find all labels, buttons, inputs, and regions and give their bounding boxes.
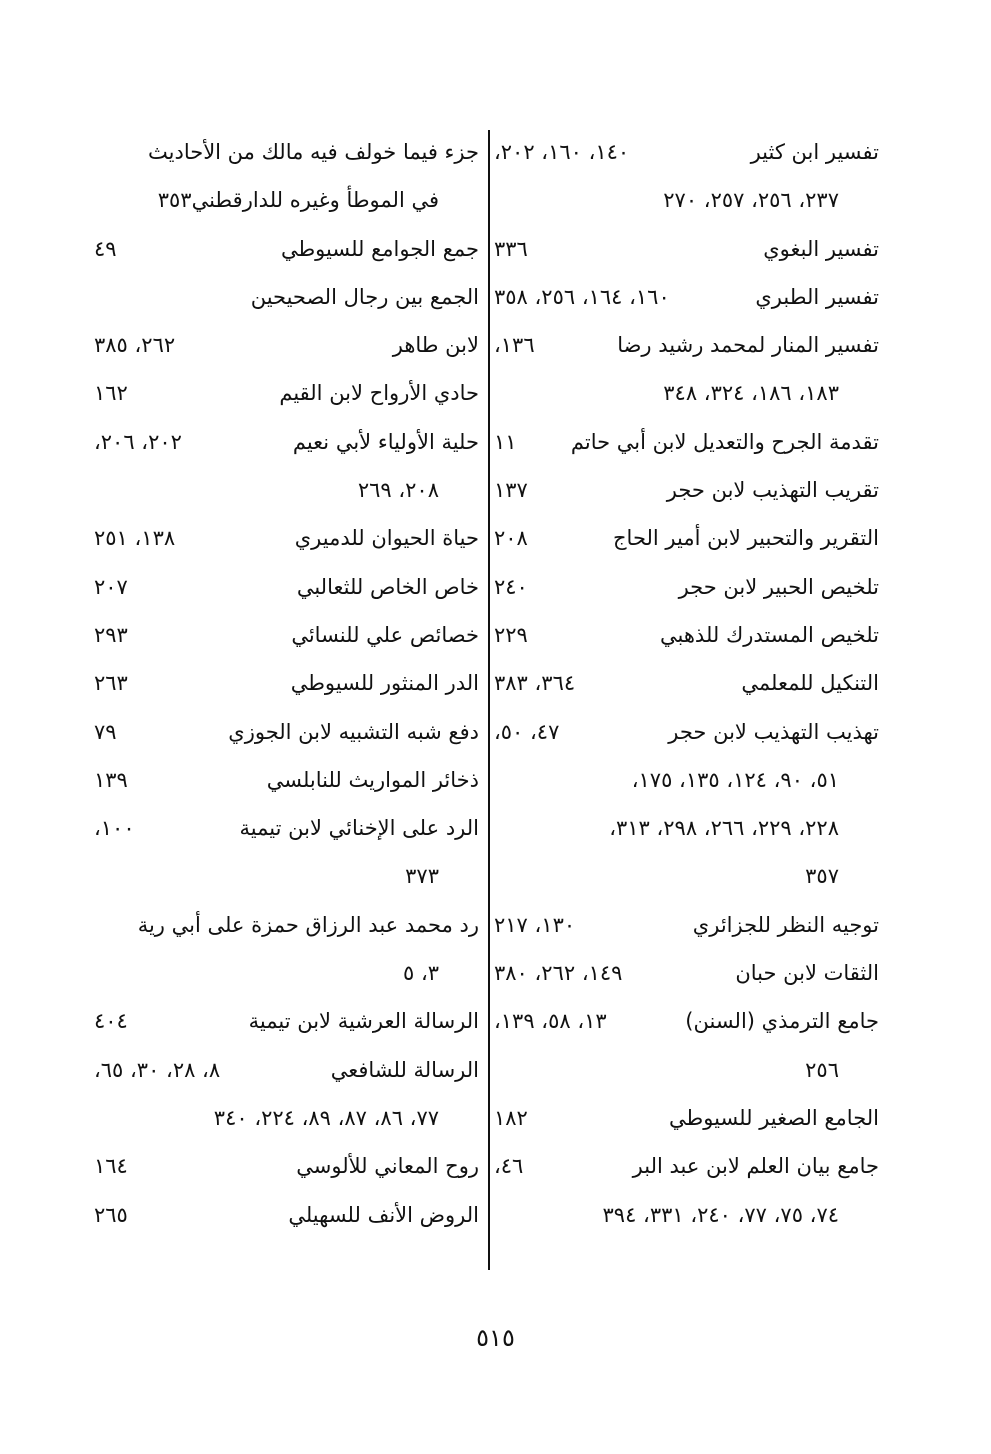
entry-pages: ٢٢٩: [494, 622, 528, 647]
entry-title: تلخيص المستدرك للذهبي: [660, 622, 879, 647]
index-entry: [494, 1094, 879, 1142]
entry-title: جامع بيان العلم لابن عبد البر: [632, 1154, 879, 1179]
entry-title: التقرير والتحبير لابن أمير الحاج: [613, 526, 879, 551]
entry-pages: ٢٥٦: [805, 1057, 839, 1082]
entry-title: الجمع بين رجال الصحيحين: [250, 284, 479, 309]
entry-pages: ٢٠٨: [494, 526, 528, 551]
index-entry: [494, 128, 879, 176]
entry-pages: ١٣، ٥٨، ١٣٩،: [494, 1009, 607, 1034]
index-entry: [494, 804, 879, 852]
entry-pages: ٣٧٣: [405, 864, 439, 889]
entry-title: التنكيل للمعلمي: [741, 671, 879, 696]
entry-title: تفسير الطبري: [755, 284, 879, 309]
entry-title: تهذيب التهذيب لابن حجر: [668, 719, 879, 744]
entry-pages: ١٠٠،: [94, 816, 135, 841]
index-entry: [494, 176, 879, 224]
index-entry: [494, 225, 879, 273]
entry-title: الجامع الصغير للسيوطي: [669, 1105, 879, 1130]
index-entry: [94, 418, 479, 466]
entry-title: تقدمة الجرح والتعديل لابن أبي حاتم: [570, 429, 879, 454]
entry-pages: ٢٣٧، ٢٥٦، ٢٥٧، ٢٧٠: [663, 188, 839, 213]
entry-pages: ٢٤٠: [494, 574, 528, 599]
index-entry: [494, 369, 879, 417]
entry-pages: ١٣٨، ٢٥١: [94, 526, 176, 551]
entry-title: تقريب التهذيب لابن حجر: [666, 478, 879, 503]
index-entry: [494, 756, 879, 804]
entry-title: الرد على الإخنائي لابن تيمية: [239, 816, 479, 841]
entry-title: حلية الأولياء لأبي نعيم: [292, 429, 479, 454]
entry-pages: ١٣٧: [494, 478, 528, 503]
index-entry: [94, 273, 479, 321]
entry-pages: ١٦٠، ١٦٤، ٢٥٦، ٣٥٨: [494, 284, 670, 309]
entry-pages: ٢٠٨، ٢٦٩: [357, 478, 439, 503]
entry-title: الرسالة للشافعي: [330, 1057, 479, 1082]
entry-pages: ٢٠٧: [94, 574, 128, 599]
entry-title: حادي الأرواح لابن القيم: [279, 381, 479, 406]
index-entry: [494, 949, 879, 997]
entry-pages: ٣، ٥: [402, 961, 439, 986]
entry-pages: في الموطأ وغيره للدارقطني٣٥٣: [157, 188, 439, 213]
index-entry: [494, 1191, 879, 1239]
index-entry: [494, 901, 879, 949]
index-entry: [94, 852, 479, 900]
index-entry: [94, 1094, 479, 1142]
index-entry: [94, 369, 479, 417]
entry-pages: ٢٩٣: [94, 622, 128, 647]
entry-pages: ٣٥٧: [805, 864, 839, 889]
index-entry: [494, 997, 879, 1045]
index-entry: [494, 466, 879, 514]
entry-pages: ١٤٩، ٢٦٢، ٣٨٠: [494, 961, 623, 986]
index-entry: [494, 514, 879, 562]
entry-title: الروض الأنف للسهيلي: [288, 1202, 479, 1227]
entry-title: الرسالة العرشية لابن تيمية: [248, 1009, 479, 1034]
entry-pages: ١١: [494, 429, 517, 454]
index-entry: [494, 1046, 879, 1094]
index-entry: [494, 563, 879, 611]
index-entry: [94, 756, 479, 804]
entry-title: تفسير ابن كثير: [750, 140, 879, 164]
index-entry: [94, 176, 479, 224]
entry-title: توجيه النظر للجزائري: [692, 912, 879, 937]
column-divider: [488, 130, 490, 1270]
entry-pages: ٤٧، ٥٠،: [494, 719, 560, 744]
index-entry: [94, 708, 479, 756]
entry-title: لابن طاهر: [392, 333, 479, 358]
index-entry: [494, 321, 879, 369]
index-entry: [94, 901, 479, 949]
index-entry: [94, 514, 479, 562]
index-entry: [494, 1142, 879, 1190]
index-entry: [494, 273, 879, 321]
entry-pages: ٢٦٥: [94, 1202, 128, 1227]
page-number: ٥١٥: [476, 1324, 515, 1352]
entry-title: ذخائر المواريث للنابلسي: [266, 767, 479, 792]
index-column-left: [94, 128, 479, 1239]
entry-title: خصائص علي للنسائي: [291, 622, 479, 647]
index-entry: [94, 804, 479, 852]
index-entry: [94, 659, 479, 707]
entry-pages: ١٣٦،: [494, 333, 535, 358]
index-entry: [94, 1046, 479, 1094]
entry-title: جمع الجوامع للسيوطي: [280, 236, 479, 261]
entry-title: تفسير المنار لمحمد رشيد رضا: [617, 333, 879, 358]
entry-title: تلخيص الحبير لابن حجر: [678, 574, 879, 599]
entry-title: الثقات لابن حبان: [735, 961, 879, 986]
index-entry: [94, 225, 479, 273]
entry-pages: ٤٦،: [494, 1154, 524, 1179]
index-entry: [94, 466, 479, 514]
entry-pages: ١٣٩: [94, 767, 128, 792]
entry-title: حياة الحيوان للدميري: [294, 526, 479, 551]
entry-pages: ٧٧، ٨٦، ٨٧، ٨٩، ٢٢٤، ٣٤٠: [213, 1105, 439, 1130]
entry-title: تفسير البغوي: [763, 236, 879, 261]
entry-pages: ١٨٣، ١٨٦، ٣٢٤، ٣٤٨: [663, 381, 839, 406]
entry-pages: ٢٦٢، ٣٨٥: [94, 333, 176, 358]
index-entry: [494, 659, 879, 707]
entry-title: جامع الترمذي (السنن): [685, 1009, 879, 1034]
index-column-right: [494, 128, 879, 1239]
entry-pages: ٧٩: [94, 719, 117, 744]
index-entry: [494, 708, 879, 756]
index-entry: [494, 852, 879, 900]
index-entry: [94, 1191, 479, 1239]
entry-pages: ٤٠٤: [94, 1009, 128, 1034]
entry-pages: ٨، ٢٨، ٣٠، ٦٥،: [94, 1057, 221, 1082]
index-entry: [94, 563, 479, 611]
entry-title: الدر المنثور للسيوطي: [290, 671, 479, 696]
index-entry: [94, 1142, 479, 1190]
entry-title: دفع شبه التشبيه لابن الجوزي: [228, 719, 479, 744]
index-entry: [94, 321, 479, 369]
entry-pages: ١٨٢: [494, 1105, 528, 1130]
entry-pages: ٤٩: [94, 236, 117, 261]
entry-title: رد محمد عبد الرزاق حمزة على أبي رية: [137, 912, 479, 937]
entry-pages: ٧٤، ٧٥، ٧٧، ٢٤٠، ٣٣١، ٣٩٤: [602, 1202, 839, 1227]
index-entry: [94, 128, 479, 176]
index-entry: [94, 611, 479, 659]
entry-pages: ٥١، ٩٠، ١٢٤، ١٣٥، ١٧٥،: [631, 767, 839, 792]
entry-pages: ٣٦٤، ٣٨٣: [494, 671, 576, 696]
index-entry: [494, 418, 879, 466]
entry-title: خاص الخاص للثعالبي: [296, 574, 479, 599]
index-entry: [494, 611, 879, 659]
entry-title: جزء فيما خولف فيه مالك من الأحاديث: [148, 140, 479, 164]
entry-pages: ٢٦٣: [94, 671, 128, 696]
entry-pages: ١٦٢: [94, 381, 128, 406]
entry-pages: ١٤٠، ١٦٠، ٢٠٢،: [494, 140, 630, 164]
entry-title: روح المعاني للألوسي: [296, 1154, 479, 1179]
entry-pages: ١٦٤: [94, 1154, 128, 1179]
entry-pages: ٣٣٦: [494, 236, 528, 261]
index-entry: [94, 997, 479, 1045]
index-entry: [94, 949, 479, 997]
entry-pages: ١٣٠، ٢١٧: [494, 912, 576, 937]
entry-pages: ٢٢٨، ٢٢٩، ٢٦٦، ٢٩٨، ٣١٣،: [609, 816, 839, 841]
entry-pages: ٢٠٢، ٢٠٦،: [94, 429, 182, 454]
